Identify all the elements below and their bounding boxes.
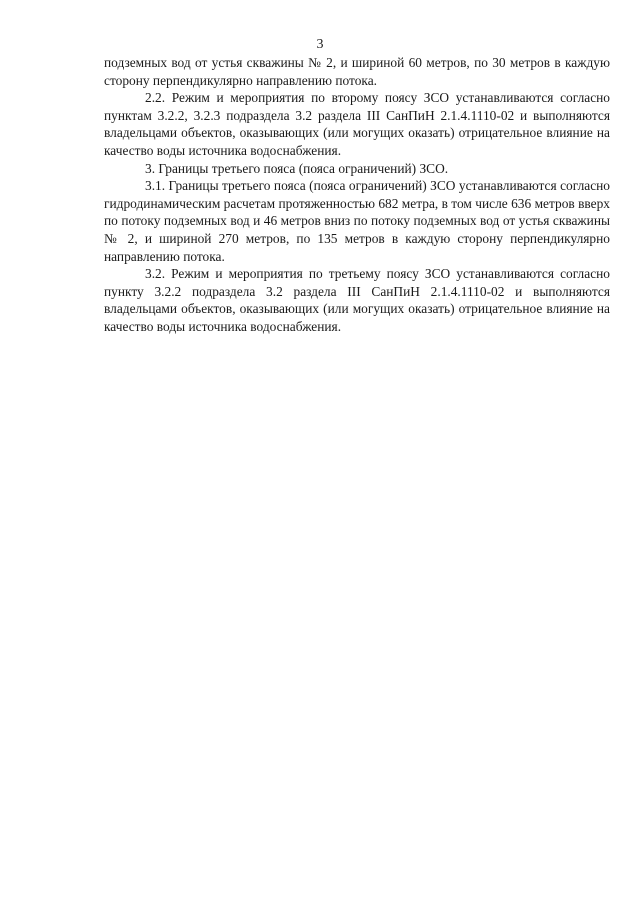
document-body <box>104 54 610 336</box>
paragraph-3-2: 3.2. Режим и мероприятия по третьему поясу ЗСО устанавливаются согласно пункту 3.2.2 подраздела 3.2 раздела III СанПиН 2.1.4.1110-02 и выполняются владельцами объектов, оказывающих (или могущих оказать) отрицательное влияние на качество воды источника водоснабжения. <box>104 266 610 334</box>
section-heading-3: 3. Границы третьего пояса (пояса ограничений) ЗСО. <box>145 160 449 176</box>
paragraph-continuation: подземных вод от устья скважины № 2, и шириной 60 метров, по 30 метров в каждую сторону перпендикулярно направлению потока. <box>104 55 610 88</box>
paragraph-3-1: 3.1. Границы третьего пояса (пояса ограничений) ЗСО устанавливаются согласно гидродинамическим расчетам протяженностью 682 метра, в том числе 636 метров вверх по потоку подземных вод и 46 метров вниз по потоку подземных вод от устья скважины № 2, и шириной 270 метров, по 135 метров в каждую сторону перпендикулярно направлению потока. <box>104 178 610 264</box>
page-number: 3 <box>316 37 324 52</box>
paragraph-2-2: 2.2. Режим и мероприятия по второму поясу ЗСО устанавливаются согласно пунктам 3.2.2, 3.2.3 подраздела 3.2 раздела III СанПиН 2.1.4.1110-02 и выполняются владельцами объектов, оказывающих (или могущих оказать) отрицательное влияние на качество воды источника водоснабжения. <box>104 90 610 158</box>
